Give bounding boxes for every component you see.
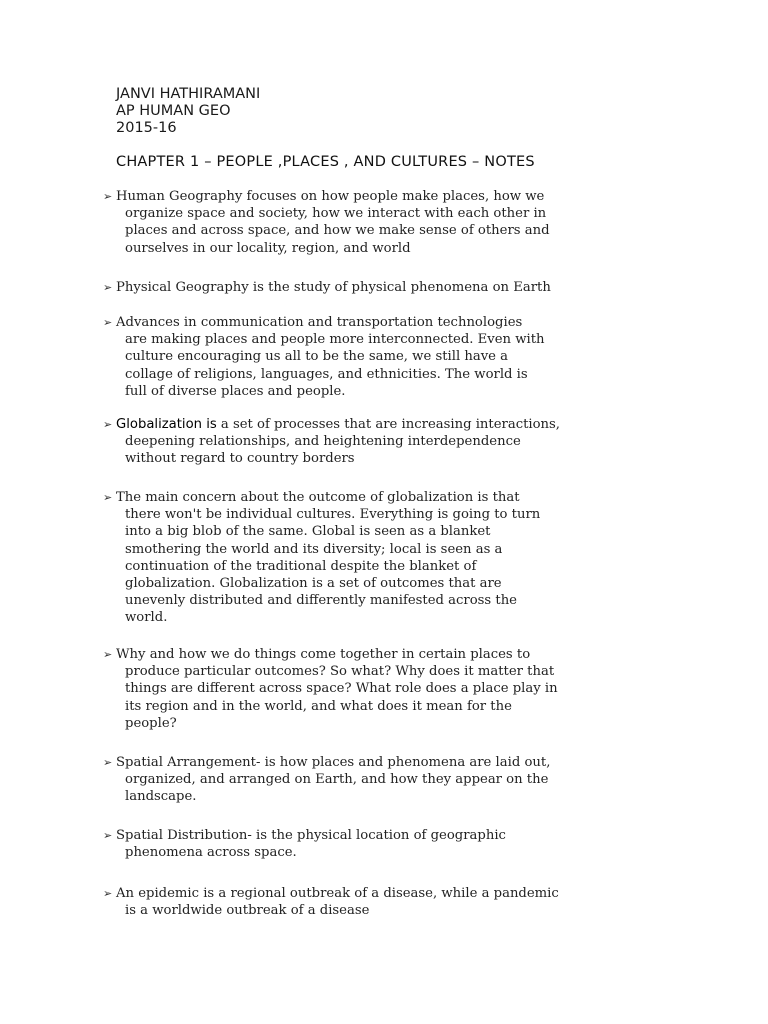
note-line: Spatial Distribution- is the physical location of geographic bbox=[116, 828, 506, 843]
student-name: JANVI HATHIRAMANI bbox=[116, 86, 261, 102]
note-line: organized, and arranged on Earth, and how they appear on the bbox=[125, 772, 549, 788]
note-line: there won't be individual cultures. Everything is going to turn bbox=[125, 507, 541, 523]
note-item bbox=[103, 416, 573, 468]
note-line: Advances in communication and transportation technologies bbox=[116, 315, 523, 330]
note-line: things are different across space? What role does a place play in bbox=[125, 681, 558, 697]
note-line: full of diverse places and people. bbox=[125, 383, 346, 399]
note-line: continuation of the traditional despite the blanket of bbox=[125, 558, 477, 574]
bullet-arrow-icon: ➢ bbox=[103, 829, 113, 842]
note-line-text: a set of processes that are increasing interactions, bbox=[216, 417, 560, 432]
note-item bbox=[103, 314, 573, 400]
note-item bbox=[103, 754, 573, 806]
note-line: Human Geography focuses on how people make places, how we bbox=[116, 189, 545, 204]
note-item bbox=[103, 279, 573, 296]
note-item bbox=[103, 646, 573, 732]
note-line: world. bbox=[125, 610, 168, 626]
page-title: CHAPTER 1 – PEOPLE ,PLACES , AND CULTURES – NOTES bbox=[116, 154, 535, 170]
note-line: produce particular outcomes? So what? Why does it matter that bbox=[125, 664, 555, 680]
school-year: 2015-16 bbox=[116, 120, 177, 136]
note-line: landscape. bbox=[125, 789, 197, 805]
glossary-term: Globalization is bbox=[116, 417, 217, 432]
note-line: ourselves in our locality, region, and world bbox=[125, 240, 411, 256]
note-line: globalization. Globalization is a set of outcomes that are bbox=[125, 576, 502, 592]
bullet-arrow-icon: ➢ bbox=[103, 887, 113, 900]
bullet-arrow-icon: ➢ bbox=[103, 190, 113, 203]
note-line: phenomena across space. bbox=[125, 845, 297, 861]
bullet-arrow-icon: ➢ bbox=[103, 281, 113, 294]
note-line: Spatial Arrangement- is how places and phenomena are laid out, bbox=[116, 755, 551, 770]
bullet-arrow-icon: ➢ bbox=[103, 648, 113, 661]
note-line: places and across space, and how we make sense of others and bbox=[125, 223, 550, 239]
note-line: organize space and society, how we interact with each other in bbox=[125, 206, 547, 222]
course-name: AP HUMAN GEO bbox=[116, 103, 231, 119]
note-item bbox=[103, 188, 573, 257]
note-item bbox=[103, 885, 573, 919]
bullet-arrow-icon: ➢ bbox=[103, 756, 113, 769]
note-line: unevenly distributed and differently manifested across the bbox=[125, 593, 517, 609]
note-line: Physical Geography is the study of physical phenomena on Earth bbox=[116, 280, 551, 295]
note-item bbox=[103, 827, 573, 861]
note-line: The main concern about the outcome of globalization is that bbox=[116, 490, 520, 505]
note-line: without regard to country borders bbox=[125, 451, 355, 467]
note-line bbox=[103, 416, 573, 433]
note-line: deepening relationships, and heightening interdependence bbox=[125, 434, 521, 450]
note-line: culture encouraging us all to be the same, we still have a bbox=[125, 349, 509, 365]
note-item bbox=[103, 489, 573, 627]
note-line: is a worldwide outbreak of a disease bbox=[125, 903, 370, 919]
note-line: Why and how we do things come together in certain places to bbox=[116, 647, 531, 662]
note-line: collage of religions, languages, and ethnicities. The world is bbox=[125, 366, 528, 382]
bullet-arrow-icon: ➢ bbox=[103, 316, 113, 329]
note-line: its region and in the world, and what does it mean for the bbox=[125, 698, 512, 714]
note-line: into a big blob of the same. Global is seen as a blanket bbox=[125, 524, 491, 540]
bullet-arrow-icon: ➢ bbox=[103, 491, 113, 504]
note-line: smothering the world and its diversity; local is seen as a bbox=[125, 541, 503, 557]
note-line: are making places and people more interconnected. Even with bbox=[125, 332, 545, 348]
note-line: An epidemic is a regional outbreak of a disease, while a pandemic bbox=[116, 886, 559, 901]
bullet-arrow-icon: ➢ bbox=[103, 418, 113, 431]
note-line: people? bbox=[125, 715, 177, 731]
header-block bbox=[116, 86, 260, 137]
